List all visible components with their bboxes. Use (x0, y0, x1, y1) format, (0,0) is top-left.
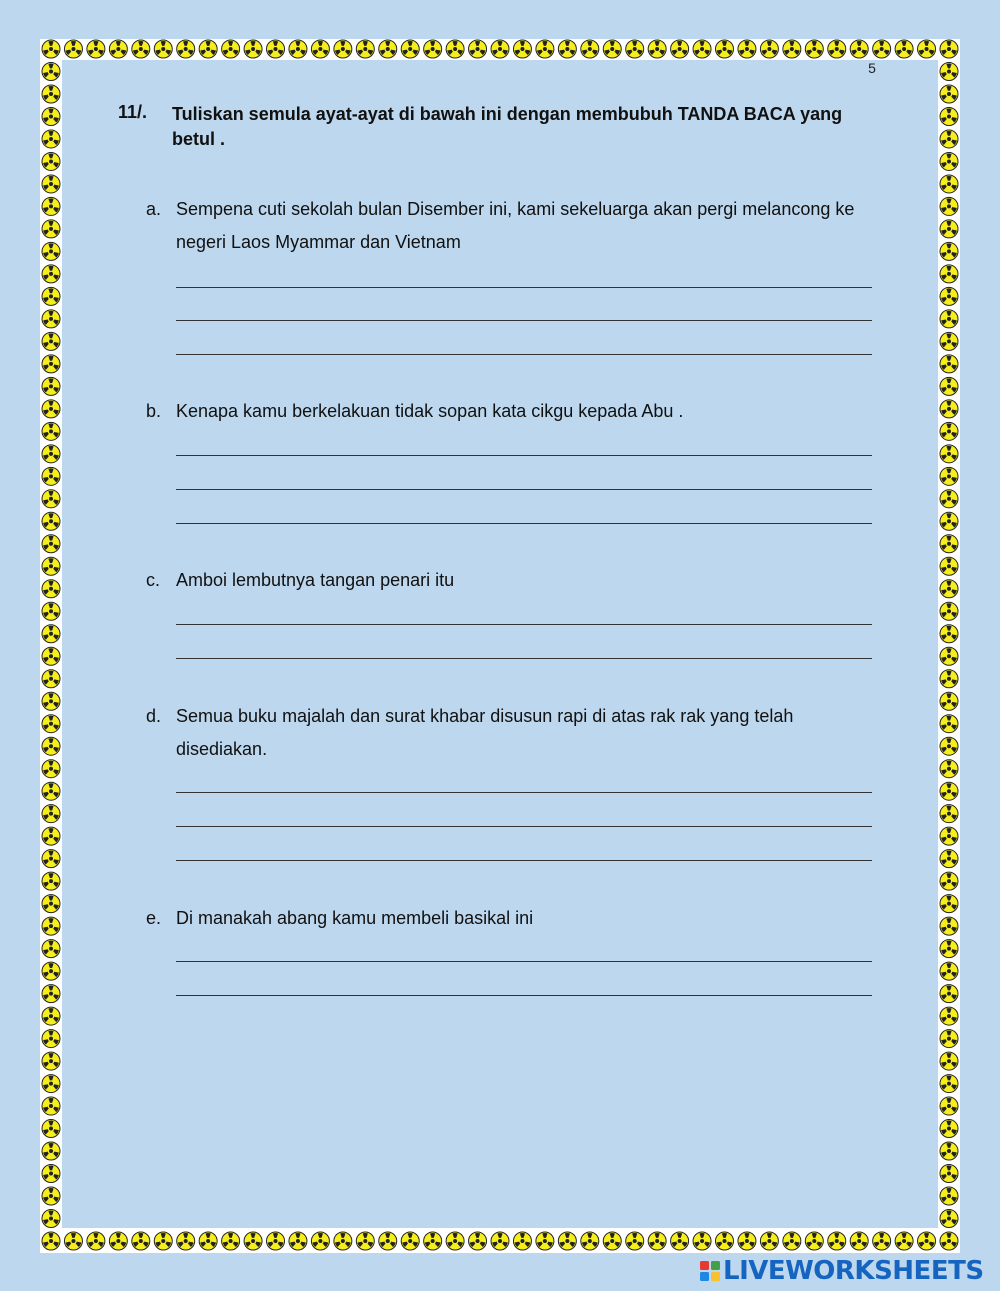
radiation-symbol-icon (940, 850, 958, 868)
item-b-text: Kenapa kamu berkelakuan tidak sopan kata cikgu kepada Abu . (176, 401, 684, 421)
item-c-answer-line-2[interactable] (176, 658, 872, 659)
radiation-symbol-icon (199, 40, 217, 58)
radiation-symbol-icon (940, 490, 958, 508)
item-e-answer-line-1[interactable] (176, 961, 872, 962)
radiation-symbol-icon (940, 512, 958, 530)
radiation-symbol-icon (671, 40, 689, 58)
radiation-symbol-icon (850, 1232, 868, 1250)
radiation-symbol-icon (693, 1232, 711, 1250)
radiation-symbol-icon (918, 1232, 936, 1250)
radiation-symbol-icon (940, 107, 958, 125)
radiation-symbol-icon (42, 445, 60, 463)
radiation-symbol-icon (603, 40, 621, 58)
radiation-symbol-icon (760, 40, 778, 58)
radiation-symbol-icon (805, 40, 823, 58)
radiation-symbol-icon (469, 40, 487, 58)
radiation-symbol-icon (940, 962, 958, 980)
item-b-label: b. (146, 401, 162, 421)
radiation-symbol-icon (940, 400, 958, 418)
radiation-symbol-icon (671, 1232, 689, 1250)
item-b-answer-line-2[interactable] (176, 489, 872, 490)
radiation-symbol-icon (42, 850, 60, 868)
radiation-symbol-icon (895, 40, 913, 58)
radiation-symbol-icon (940, 332, 958, 350)
radiation-symbol-icon (42, 467, 60, 485)
radiation-symbol-icon (42, 242, 60, 260)
radiation-symbol-icon (940, 535, 958, 553)
item-a-text: Sempena cuti sekolah bulan Disember ini, kami sekeluarga akan pergi melancong ke negeri Laos Myammar dan Vietnam (176, 199, 855, 252)
radiation-symbol-icon (42, 985, 60, 1003)
radiation-symbol-icon (648, 40, 666, 58)
radiation-symbol-icon (940, 827, 958, 845)
radiation-symbol-icon (469, 1232, 487, 1250)
radiation-symbol-icon (401, 40, 419, 58)
radiation-symbol-icon (199, 1232, 217, 1250)
radiation-symbol-icon (356, 40, 374, 58)
radiation-symbol-icon (940, 1007, 958, 1025)
radiation-symbol-icon (42, 602, 60, 620)
radiation-symbol-icon (222, 1232, 240, 1250)
radiation-symbol-icon (42, 692, 60, 710)
radiation-symbol-icon (42, 827, 60, 845)
radiation-symbol-icon (940, 647, 958, 665)
radiation-symbol-icon (536, 40, 554, 58)
radiation-symbol-icon (42, 130, 60, 148)
item-e-answer-line-2[interactable] (176, 995, 872, 996)
radiation-symbol-icon (401, 1232, 419, 1250)
radiation-symbol-icon (244, 1232, 262, 1250)
radiation-symbol-icon (42, 782, 60, 800)
radiation-symbol-icon (42, 1007, 60, 1025)
radiation-symbol-icon (42, 715, 60, 733)
radiation-symbol-icon (940, 805, 958, 823)
item-c-label: c. (146, 570, 161, 590)
radiation-symbol-icon (783, 40, 801, 58)
radiation-symbol-icon (940, 985, 958, 1003)
question-instruction: Tuliskan semula ayat-ayat di bawah ini dengan membubuh TANDA BACA yang betul . (172, 104, 843, 149)
radiation-symbol-icon (940, 130, 958, 148)
radiation-symbol-icon (940, 737, 958, 755)
radiation-symbol-icon (177, 1232, 195, 1250)
radiation-symbol-icon (42, 107, 60, 125)
liveworksheets-watermark[interactable] (700, 1256, 984, 1286)
radiation-symbol-icon (940, 1075, 958, 1093)
radiation-symbol-icon (42, 670, 60, 688)
item-e-label: e. (146, 908, 162, 928)
item-a-answer-line-3[interactable] (176, 354, 872, 355)
radiation-symbol-icon (64, 40, 82, 58)
radiation-symbol-icon (940, 1142, 958, 1160)
item-a-label: a. (146, 199, 162, 219)
radiation-symbol-icon (940, 1210, 958, 1228)
radiation-symbol-icon (64, 1232, 82, 1250)
item-d-answer-line-3[interactable] (176, 860, 872, 861)
radiation-symbol-icon (828, 40, 846, 58)
radiation-symbol-icon (918, 40, 936, 58)
radiation-symbol-icon (42, 332, 60, 350)
item-d-text: Semua buku majalah dan surat khabar disusun rapi di atas rak rak yang telah disediakan. (176, 706, 794, 759)
radiation-symbol-icon (42, 557, 60, 575)
radiation-symbol-icon (109, 1232, 127, 1250)
radiation-symbol-icon (940, 1187, 958, 1205)
item-d-answer-line-2[interactable] (176, 826, 872, 827)
radiation-symbol-icon (940, 40, 958, 58)
radiation-symbol-icon (940, 715, 958, 733)
radiation-symbol-icon (42, 1210, 60, 1228)
item-d-answer-line-1[interactable] (176, 792, 872, 793)
liveworksheets-logo-icon (700, 1261, 720, 1281)
radiation-symbol-icon (940, 377, 958, 395)
radiation-symbol-icon (626, 40, 644, 58)
radiation-symbol-icon (738, 40, 756, 58)
radiation-symbol-icon (446, 1232, 464, 1250)
radiation-symbol-icon (42, 377, 60, 395)
radiation-symbol-icon (356, 1232, 374, 1250)
radiation-symbol-icon (940, 917, 958, 935)
radiation-symbol-icon (42, 1075, 60, 1093)
radiation-symbol-icon (940, 782, 958, 800)
radiation-symbol-icon (805, 1232, 823, 1250)
radiation-symbol-icon (940, 940, 958, 958)
radiation-symbol-icon (42, 152, 60, 170)
radiation-symbol-icon (738, 1232, 756, 1250)
radiation-symbol-icon (42, 1052, 60, 1070)
radiation-symbol-icon (42, 872, 60, 890)
radiation-symbol-icon (828, 1232, 846, 1250)
radiation-symbol-icon (42, 62, 60, 80)
radiation-symbol-icon (424, 1232, 442, 1250)
radiation-symbol-icon (424, 40, 442, 58)
radiation-symbol-icon (87, 40, 105, 58)
radiation-symbol-icon (940, 1120, 958, 1138)
radiation-symbol-icon (581, 40, 599, 58)
radiation-symbol-icon (222, 40, 240, 58)
radiation-symbol-icon (42, 940, 60, 958)
radiation-symbol-icon (132, 40, 150, 58)
item-a-answer-line-2[interactable] (176, 320, 872, 321)
radiation-symbol-icon (783, 1232, 801, 1250)
radiation-symbol-icon (42, 805, 60, 823)
radiation-symbol-icon (289, 40, 307, 58)
radiation-symbol-icon (940, 175, 958, 193)
radiation-symbol-icon (379, 40, 397, 58)
radiation-symbol-icon (716, 1232, 734, 1250)
radiation-symbol-icon (940, 1052, 958, 1070)
radiation-symbol-icon (873, 1232, 891, 1250)
radiation-symbol-icon (940, 467, 958, 485)
radiation-symbol-icon (42, 355, 60, 373)
radiation-symbol-icon (940, 287, 958, 305)
item-e-text: Di manakah abang kamu membeli basikal ini (176, 908, 534, 928)
radiation-symbol-icon (42, 287, 60, 305)
radiation-symbol-icon (940, 895, 958, 913)
radiation-symbol-icon (626, 1232, 644, 1250)
radiation-symbol-icon (760, 1232, 778, 1250)
radiation-symbol-icon (42, 197, 60, 215)
radiation-symbol-icon (154, 40, 172, 58)
radiation-symbol-icon (940, 152, 958, 170)
radiation-symbol-icon (42, 400, 60, 418)
radiation-symbol-icon (42, 1187, 60, 1205)
radiation-symbol-icon (42, 422, 60, 440)
radiation-symbol-icon (42, 1030, 60, 1048)
radiation-symbol-icon (42, 1232, 60, 1250)
item-c-answer-line-1[interactable] (176, 624, 872, 625)
watermark-text: LIVEWORKSHEETS (723, 1256, 984, 1286)
radiation-symbol-icon (940, 445, 958, 463)
radiation-symbol-icon (940, 1232, 958, 1250)
item-b-answer-line-1[interactable] (176, 455, 872, 456)
radiation-symbol-icon (940, 692, 958, 710)
radiation-symbol-icon (334, 40, 352, 58)
radiation-symbol-icon (940, 602, 958, 620)
radiation-symbol-icon (42, 40, 60, 58)
radiation-symbol-icon (42, 895, 60, 913)
radiation-symbol-icon (716, 40, 734, 58)
radiation-symbol-icon (873, 40, 891, 58)
radiation-symbol-icon (491, 1232, 509, 1250)
radiation-symbol-icon (940, 265, 958, 283)
radiation-symbol-icon (940, 557, 958, 575)
radiation-symbol-icon (42, 310, 60, 328)
radiation-symbol-icon (940, 242, 958, 260)
radiation-symbol-icon (940, 220, 958, 238)
radiation-symbol-icon (581, 1232, 599, 1250)
radiation-symbol-icon (693, 40, 711, 58)
item-a-answer-line-1[interactable] (176, 287, 872, 288)
radiation-symbol-icon (491, 40, 509, 58)
radiation-symbol-icon (42, 917, 60, 935)
radiation-symbol-icon (42, 760, 60, 778)
radiation-symbol-icon (940, 872, 958, 890)
radiation-symbol-icon (42, 1120, 60, 1138)
radiation-symbol-icon (940, 62, 958, 80)
radiation-symbol-icon (154, 1232, 172, 1250)
radiation-symbol-icon (42, 647, 60, 665)
item-b-answer-line-3[interactable] (176, 523, 872, 524)
radiation-symbol-icon (267, 1232, 285, 1250)
radiation-symbol-icon (42, 737, 60, 755)
radiation-symbol-icon (603, 1232, 621, 1250)
radiation-symbol-icon (850, 40, 868, 58)
radiation-symbol-icon (536, 1232, 554, 1250)
radiation-symbol-icon (132, 1232, 150, 1250)
radiation-symbol-icon (446, 40, 464, 58)
radiation-symbol-icon (940, 580, 958, 598)
radiation-symbol-icon (940, 760, 958, 778)
radiation-symbol-icon (513, 40, 531, 58)
radiation-symbol-icon (87, 1232, 105, 1250)
radiation-symbol-icon (940, 625, 958, 643)
radiation-symbol-icon (244, 40, 262, 58)
radiation-symbol-icon (42, 1097, 60, 1115)
radiation-symbol-icon (42, 625, 60, 643)
radiation-symbol-icon (558, 1232, 576, 1250)
radiation-symbol-icon (940, 670, 958, 688)
radiation-symbol-icon (42, 265, 60, 283)
radiation-symbol-icon (42, 535, 60, 553)
radiation-symbol-icon (42, 1165, 60, 1183)
radiation-symbol-icon (42, 1142, 60, 1160)
item-c-text: Amboi lembutnya tangan penari itu (176, 570, 455, 590)
radiation-symbol-icon (513, 1232, 531, 1250)
radiation-symbol-icon (42, 85, 60, 103)
radiation-symbol-icon (42, 580, 60, 598)
item-d-label: d. (146, 706, 162, 726)
radiation-symbol-icon (42, 220, 60, 238)
radiation-symbol-icon (311, 1232, 329, 1250)
radiation-symbol-icon (42, 490, 60, 508)
radiation-symbol-icon (940, 85, 958, 103)
radiation-symbol-icon (940, 310, 958, 328)
radiation-symbol-icon (940, 197, 958, 215)
radiation-symbol-icon (267, 40, 285, 58)
radiation-symbol-icon (109, 40, 127, 58)
radiation-symbol-icon (334, 1232, 352, 1250)
radiation-symbol-icon (940, 355, 958, 373)
radiation-symbol-icon (648, 1232, 666, 1250)
radiation-symbol-icon (289, 1232, 307, 1250)
radiation-symbol-icon (940, 1097, 958, 1115)
radiation-symbol-icon (42, 962, 60, 980)
question-number: 11/. (118, 102, 148, 122)
radiation-symbol-icon (558, 40, 576, 58)
radiation-symbol-icon (42, 175, 60, 193)
radiation-symbol-icon (940, 1165, 958, 1183)
radiation-symbol-icon (895, 1232, 913, 1250)
radiation-symbol-icon (311, 40, 329, 58)
radiation-symbol-icon (42, 512, 60, 530)
page-number: 5 (868, 60, 876, 76)
radiation-symbol-icon (940, 1030, 958, 1048)
radiation-symbol-icon (940, 422, 958, 440)
radiation-symbol-icon (379, 1232, 397, 1250)
radiation-symbol-icon (177, 40, 195, 58)
